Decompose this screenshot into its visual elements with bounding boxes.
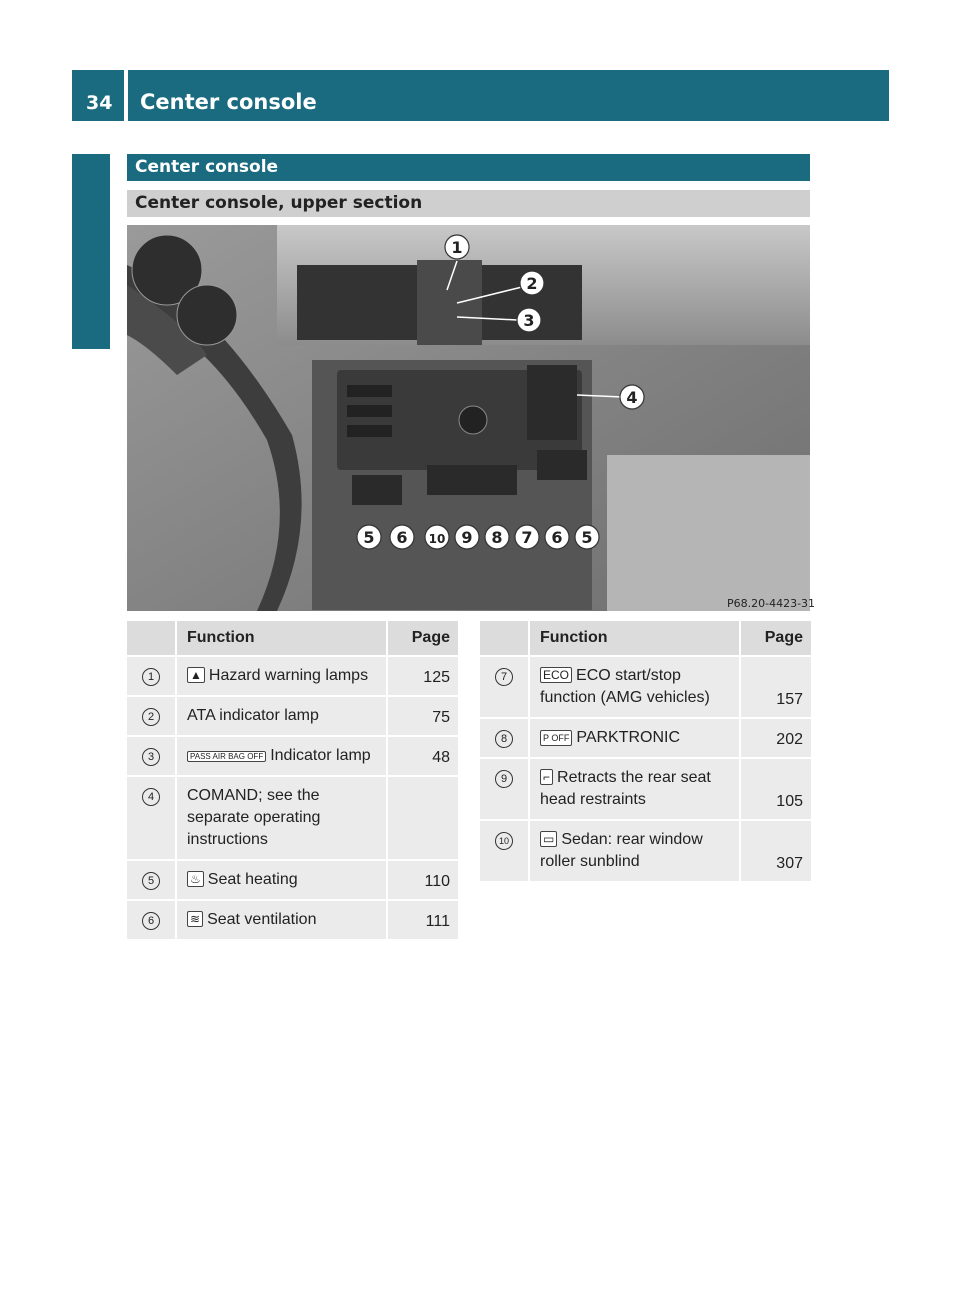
function-text: Sedan: rear window roller sunblind — [540, 831, 703, 870]
page-ref[interactable]: 110 — [388, 861, 458, 901]
table-row — [480, 821, 811, 883]
page-number: 34 — [86, 92, 113, 114]
function-text: ECO start/stop function (AMG vehicles) — [540, 667, 710, 706]
table-row — [127, 861, 458, 901]
eco-icon: ECO — [540, 667, 572, 683]
svg-text:2: 2 — [526, 274, 538, 293]
table-row — [127, 697, 458, 737]
page-ref[interactable]: 105 — [741, 759, 811, 821]
function-table-left — [127, 621, 458, 941]
table-row — [480, 759, 811, 821]
page-title: Center console — [140, 90, 317, 114]
table-row — [127, 657, 458, 697]
table-row — [127, 737, 458, 777]
page-ref[interactable]: 111 — [388, 901, 458, 941]
svg-text:8: 8 — [491, 528, 503, 547]
svg-text:4: 4 — [626, 388, 638, 407]
function-text: Seat ventilation — [207, 911, 317, 928]
callout-number: 4 — [142, 788, 160, 806]
page-ref[interactable]: 307 — [741, 821, 811, 883]
svg-text:6: 6 — [396, 528, 408, 547]
subsection-title: Center console, upper section — [127, 190, 810, 217]
table-row — [127, 777, 458, 861]
callout-number: 2 — [142, 708, 160, 726]
airbag-off-icon: PASS AIR BAG OFF — [187, 751, 266, 762]
svg-text:5: 5 — [363, 528, 375, 547]
callout-number: 7 — [495, 668, 513, 686]
page-ref[interactable]: 202 — [741, 719, 811, 759]
page-ref[interactable]: 157 — [741, 657, 811, 719]
callout-number: 5 — [142, 872, 160, 890]
callout-number: 6 — [142, 912, 160, 930]
page-ref[interactable]: 75 — [388, 697, 458, 737]
section-title: Center console — [127, 154, 810, 181]
table-row — [480, 719, 811, 759]
function-text: COMAND; see the separate operating instructions — [187, 787, 321, 848]
center-console-photo — [127, 225, 810, 611]
col-function: Function — [528, 621, 741, 657]
page-header — [72, 70, 889, 121]
svg-text:9: 9 — [461, 528, 473, 547]
col-page: Page — [388, 621, 458, 657]
head-restraint-icon: ⌐ — [540, 769, 553, 785]
table-row — [480, 657, 811, 719]
page-ref[interactable]: 125 — [388, 657, 458, 697]
svg-text:6: 6 — [551, 528, 563, 547]
col-function: Function — [175, 621, 388, 657]
svg-text:3: 3 — [523, 311, 535, 330]
callout-number: 9 — [495, 770, 513, 788]
side-tab-label: At a glance — [82, 200, 107, 340]
col-page: Page — [741, 621, 811, 657]
function-text: Seat heating — [207, 871, 298, 888]
col-number — [480, 621, 528, 657]
callout-number: 3 — [142, 748, 160, 766]
function-text: Indicator lamp — [270, 747, 371, 764]
svg-text:10: 10 — [428, 532, 446, 546]
sunblind-icon: ▭ — [540, 831, 557, 847]
image-caption: P68.20-4423-31 — [727, 597, 816, 610]
hazard-icon: ▲ — [187, 667, 205, 683]
seat-heating-icon: ♨ — [187, 871, 204, 887]
page-ref — [388, 777, 458, 861]
header-divider — [124, 70, 128, 121]
table-header-row — [127, 621, 458, 657]
function-text: Hazard warning lamps — [208, 667, 369, 684]
seat-ventilation-icon: ≋ — [187, 911, 203, 927]
col-number — [127, 621, 175, 657]
svg-text:5: 5 — [581, 528, 593, 547]
function-text: ATA indicator lamp — [187, 707, 319, 724]
page-ref[interactable]: 48 — [388, 737, 458, 777]
svg-text:7: 7 — [521, 528, 533, 547]
function-text: PARKTRONIC — [576, 729, 681, 746]
callout-number: 10 — [495, 832, 513, 850]
table-row — [127, 901, 458, 941]
svg-text:1: 1 — [451, 238, 463, 257]
function-table-right — [480, 621, 811, 883]
table-header-row — [480, 621, 811, 657]
callout-number: 1 — [142, 668, 160, 686]
parktronic-icon: P OFF — [540, 730, 572, 746]
callout-number: 8 — [495, 730, 513, 748]
function-text: Retracts the rear seat head restraints — [540, 769, 711, 808]
